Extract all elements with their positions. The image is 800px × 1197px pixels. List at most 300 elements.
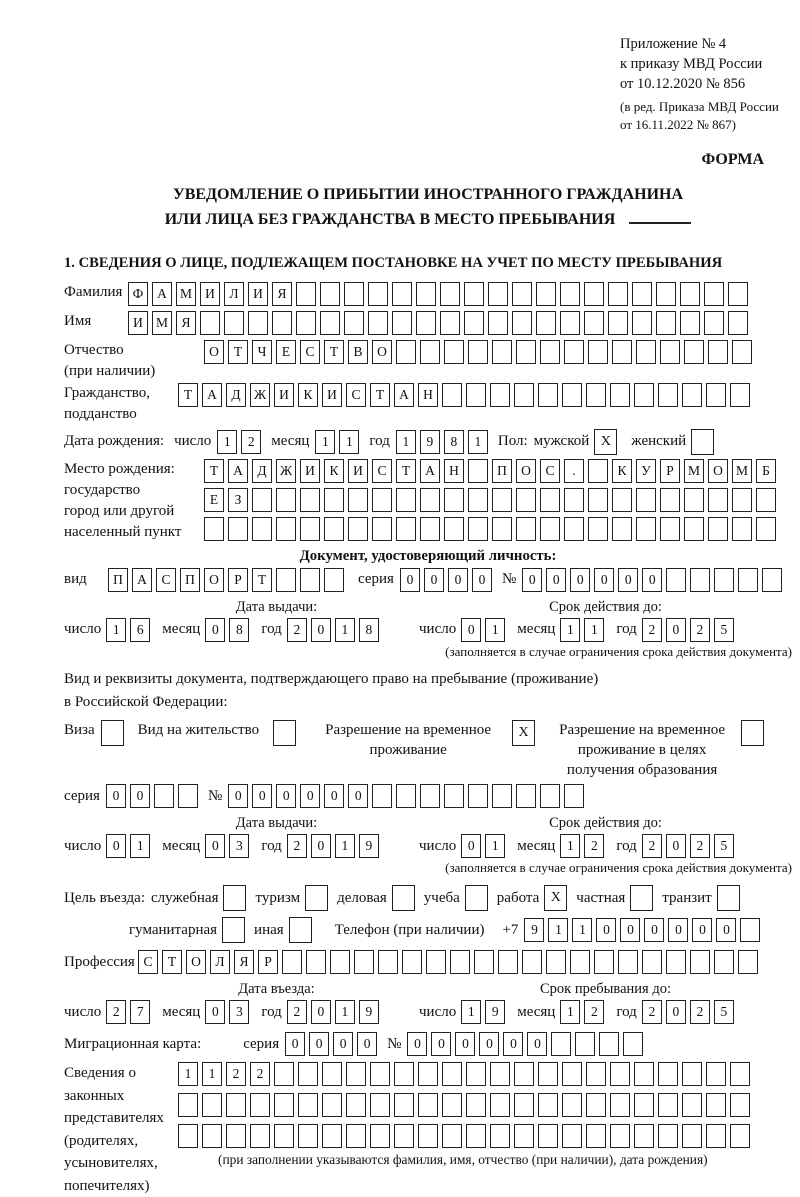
char-cell[interactable]: С [346,383,366,407]
char-cell[interactable] [372,517,392,541]
char-cell[interactable] [756,488,776,512]
char-cell[interactable] [738,568,758,592]
char-cell[interactable] [514,1062,534,1086]
char-cell[interactable]: 0 [472,568,492,592]
char-cell[interactable] [540,784,560,808]
char-cell[interactable] [588,459,608,483]
char-cell[interactable]: П [180,568,200,592]
purpose-other-checkbox[interactable] [289,917,312,943]
char-cell[interactable]: Р [228,568,248,592]
char-cell[interactable] [551,1032,571,1056]
char-cell[interactable] [330,950,350,974]
char-cell[interactable]: 3 [229,1000,249,1024]
char-cell[interactable] [704,282,724,306]
char-cell[interactable] [300,488,320,512]
char-cell[interactable] [738,950,758,974]
char-cell[interactable] [418,1124,438,1148]
char-cell[interactable] [492,488,512,512]
char-cell[interactable] [730,383,750,407]
char-cell[interactable] [666,950,686,974]
char-cell[interactable] [498,950,518,974]
char-cell[interactable] [300,517,320,541]
char-cell[interactable] [320,282,340,306]
char-cell[interactable] [418,1062,438,1086]
char-cell[interactable]: Р [660,459,680,483]
char-cell[interactable] [296,282,316,306]
char-cell[interactable]: 2 [241,430,261,454]
char-cell[interactable] [440,282,460,306]
char-cell[interactable] [204,517,224,541]
char-cell[interactable]: 1 [584,618,604,642]
char-cell[interactable] [540,488,560,512]
char-cell[interactable]: 8 [359,618,379,642]
char-cell[interactable] [444,517,464,541]
char-cell[interactable]: С [138,950,158,974]
char-cell[interactable] [178,1124,198,1148]
char-cell[interactable]: 1 [315,430,335,454]
char-cell[interactable]: 0 [431,1032,451,1056]
char-cell[interactable] [348,488,368,512]
char-cell[interactable] [394,1124,414,1148]
char-cell[interactable]: 0 [692,918,712,942]
char-cell[interactable]: Т [252,568,272,592]
char-cell[interactable]: М [684,459,704,483]
char-cell[interactable] [468,517,488,541]
char-cell[interactable]: З [228,488,248,512]
char-cell[interactable]: Д [252,459,272,483]
char-cell[interactable]: Ч [252,340,272,364]
purpose-humanitarian-checkbox[interactable] [222,917,245,943]
char-cell[interactable]: А [394,383,414,407]
char-cell[interactable] [228,517,248,541]
char-cell[interactable] [298,1124,318,1148]
char-cell[interactable] [298,1093,318,1117]
char-cell[interactable] [276,568,296,592]
char-cell[interactable] [516,784,536,808]
char-cell[interactable] [474,950,494,974]
char-cell[interactable] [248,311,268,335]
char-cell[interactable] [396,517,416,541]
char-cell[interactable]: И [200,282,220,306]
char-cell[interactable] [658,383,678,407]
char-cell[interactable]: У [636,459,656,483]
char-cell[interactable]: 0 [130,784,150,808]
char-cell[interactable]: Я [272,282,292,306]
char-cell[interactable]: 9 [359,1000,379,1024]
char-cell[interactable] [420,340,440,364]
char-cell[interactable]: С [300,340,320,364]
char-cell[interactable]: 0 [205,618,225,642]
char-cell[interactable] [594,950,614,974]
char-cell[interactable]: Ж [276,459,296,483]
char-cell[interactable] [444,340,464,364]
char-cell[interactable]: 9 [420,430,440,454]
char-cell[interactable] [370,1124,390,1148]
char-cell[interactable] [420,517,440,541]
char-cell[interactable]: 6 [130,618,150,642]
char-cell[interactable] [442,1062,462,1086]
char-cell[interactable] [468,459,488,483]
char-cell[interactable] [488,282,508,306]
char-cell[interactable] [348,517,368,541]
purpose-study-checkbox[interactable] [465,885,488,911]
char-cell[interactable]: 0 [324,784,344,808]
char-cell[interactable] [714,568,734,592]
char-cell[interactable] [538,383,558,407]
char-cell[interactable] [178,1093,198,1117]
char-cell[interactable]: 1 [335,618,355,642]
temp-residence-education-checkbox[interactable] [741,720,764,746]
char-cell[interactable]: О [204,568,224,592]
char-cell[interactable] [634,1093,654,1117]
char-cell[interactable]: 2 [287,1000,307,1024]
purpose-work-checkbox[interactable]: X [544,885,567,911]
char-cell[interactable] [226,1093,246,1117]
char-cell[interactable]: 8 [229,618,249,642]
char-cell[interactable]: С [156,568,176,592]
char-cell[interactable] [708,517,728,541]
char-cell[interactable] [394,1093,414,1117]
char-cell[interactable]: П [492,459,512,483]
char-cell[interactable] [450,950,470,974]
char-cell[interactable] [586,383,606,407]
char-cell[interactable]: 1 [560,618,580,642]
char-cell[interactable] [344,311,364,335]
char-cell[interactable]: 7 [130,1000,150,1024]
char-cell[interactable] [636,488,656,512]
char-cell[interactable] [468,784,488,808]
char-cell[interactable]: Т [396,459,416,483]
char-cell[interactable]: 0 [407,1032,427,1056]
char-cell[interactable] [575,1032,595,1056]
char-cell[interactable] [586,1093,606,1117]
char-cell[interactable] [154,784,174,808]
char-cell[interactable] [322,1124,342,1148]
char-cell[interactable] [298,1062,318,1086]
char-cell[interactable]: Е [276,340,296,364]
char-cell[interactable] [599,1032,619,1056]
char-cell[interactable]: 1 [461,1000,481,1024]
char-cell[interactable]: 1 [130,834,150,858]
char-cell[interactable]: 9 [524,918,544,942]
char-cell[interactable]: Т [370,383,390,407]
char-cell[interactable] [660,340,680,364]
char-cell[interactable] [252,488,272,512]
char-cell[interactable] [682,1124,702,1148]
char-cell[interactable] [586,1062,606,1086]
char-cell[interactable] [730,1093,750,1117]
char-cell[interactable] [202,1124,222,1148]
char-cell[interactable]: 0 [522,568,542,592]
char-cell[interactable]: К [298,383,318,407]
char-cell[interactable]: М [152,311,172,335]
char-cell[interactable]: 0 [503,1032,523,1056]
char-cell[interactable] [490,1093,510,1117]
char-cell[interactable] [562,1062,582,1086]
char-cell[interactable] [416,311,436,335]
char-cell[interactable] [418,1093,438,1117]
char-cell[interactable] [660,488,680,512]
char-cell[interactable] [516,517,536,541]
char-cell[interactable] [610,1124,630,1148]
char-cell[interactable] [514,1093,534,1117]
char-cell[interactable] [642,950,662,974]
char-cell[interactable]: Ф [128,282,148,306]
char-cell[interactable]: 0 [461,618,481,642]
char-cell[interactable] [682,1093,702,1117]
char-cell[interactable] [396,488,416,512]
char-cell[interactable]: 0 [276,784,296,808]
char-cell[interactable] [762,568,782,592]
char-cell[interactable] [656,282,676,306]
sex-female-checkbox[interactable] [691,429,714,455]
char-cell[interactable] [656,311,676,335]
char-cell[interactable] [250,1093,270,1117]
char-cell[interactable] [512,311,532,335]
char-cell[interactable] [684,517,704,541]
char-cell[interactable] [538,1124,558,1148]
char-cell[interactable] [538,1093,558,1117]
char-cell[interactable]: 2 [226,1062,246,1086]
char-cell[interactable]: А [202,383,222,407]
char-cell[interactable] [444,488,464,512]
char-cell[interactable] [706,1062,726,1086]
char-cell[interactable] [274,1093,294,1117]
char-cell[interactable]: 0 [311,1000,331,1024]
char-cell[interactable] [564,517,584,541]
char-cell[interactable] [442,383,462,407]
char-cell[interactable] [416,282,436,306]
char-cell[interactable]: Е [204,488,224,512]
char-cell[interactable] [346,1062,366,1086]
char-cell[interactable] [564,784,584,808]
char-cell[interactable]: Л [224,282,244,306]
char-cell[interactable] [490,1124,510,1148]
char-cell[interactable]: 1 [106,618,126,642]
char-cell[interactable] [490,1062,510,1086]
char-cell[interactable] [704,311,724,335]
char-cell[interactable] [514,383,534,407]
char-cell[interactable]: О [186,950,206,974]
char-cell[interactable]: 2 [287,618,307,642]
char-cell[interactable] [354,950,374,974]
char-cell[interactable] [346,1093,366,1117]
char-cell[interactable]: М [732,459,752,483]
char-cell[interactable]: О [204,340,224,364]
char-cell[interactable] [442,1124,462,1148]
char-cell[interactable]: К [612,459,632,483]
char-cell[interactable] [706,1093,726,1117]
char-cell[interactable]: 2 [690,618,710,642]
char-cell[interactable]: 1 [548,918,568,942]
char-cell[interactable]: Н [444,459,464,483]
sex-male-checkbox[interactable]: X [594,429,617,455]
char-cell[interactable]: О [372,340,392,364]
char-cell[interactable] [728,282,748,306]
char-cell[interactable]: 0 [594,568,614,592]
char-cell[interactable] [540,517,560,541]
char-cell[interactable]: Я [234,950,254,974]
char-cell[interactable] [684,340,704,364]
char-cell[interactable] [466,383,486,407]
char-cell[interactable]: Я [176,311,196,335]
char-cell[interactable] [588,517,608,541]
visa-checkbox[interactable] [101,720,124,746]
char-cell[interactable] [684,488,704,512]
char-cell[interactable]: 0 [644,918,664,942]
char-cell[interactable] [420,784,440,808]
char-cell[interactable]: И [322,383,342,407]
char-cell[interactable]: 0 [311,834,331,858]
char-cell[interactable]: О [516,459,536,483]
char-cell[interactable] [178,784,198,808]
char-cell[interactable]: 1 [572,918,592,942]
char-cell[interactable]: Т [162,950,182,974]
char-cell[interactable] [610,1093,630,1117]
char-cell[interactable] [392,282,412,306]
char-cell[interactable] [632,282,652,306]
char-cell[interactable] [274,1124,294,1148]
char-cell[interactable] [200,311,220,335]
char-cell[interactable]: О [708,459,728,483]
char-cell[interactable]: Д [226,383,246,407]
char-cell[interactable]: 2 [106,1000,126,1024]
char-cell[interactable]: В [348,340,368,364]
purpose-official-checkbox[interactable] [223,885,246,911]
char-cell[interactable]: И [348,459,368,483]
char-cell[interactable] [466,1093,486,1117]
char-cell[interactable] [370,1093,390,1117]
char-cell[interactable] [560,311,580,335]
char-cell[interactable] [396,340,416,364]
char-cell[interactable] [682,383,702,407]
char-cell[interactable]: 0 [618,568,638,592]
char-cell[interactable] [634,1062,654,1086]
char-cell[interactable]: М [176,282,196,306]
char-cell[interactable] [586,1124,606,1148]
char-cell[interactable] [426,950,446,974]
char-cell[interactable]: 5 [714,618,734,642]
char-cell[interactable]: 0 [311,618,331,642]
char-cell[interactable] [632,311,652,335]
char-cell[interactable] [680,282,700,306]
char-cell[interactable] [274,1062,294,1086]
char-cell[interactable] [324,488,344,512]
char-cell[interactable]: Т [178,383,198,407]
char-cell[interactable] [584,311,604,335]
char-cell[interactable] [276,488,296,512]
purpose-tourism-checkbox[interactable] [305,885,328,911]
purpose-transit-checkbox[interactable] [717,885,740,911]
char-cell[interactable] [224,311,244,335]
char-cell[interactable] [306,950,326,974]
char-cell[interactable]: 1 [396,430,416,454]
char-cell[interactable]: 0 [461,834,481,858]
char-cell[interactable]: 0 [400,568,420,592]
char-cell[interactable]: 0 [309,1032,329,1056]
char-cell[interactable] [490,383,510,407]
char-cell[interactable]: А [132,568,152,592]
char-cell[interactable]: 2 [690,1000,710,1024]
char-cell[interactable]: 0 [570,568,590,592]
char-cell[interactable] [392,311,412,335]
char-cell[interactable]: 0 [333,1032,353,1056]
char-cell[interactable] [714,950,734,974]
char-cell[interactable] [732,340,752,364]
char-cell[interactable] [708,488,728,512]
char-cell[interactable]: 0 [106,784,126,808]
char-cell[interactable] [252,517,272,541]
char-cell[interactable] [522,950,542,974]
char-cell[interactable]: 3 [229,834,249,858]
purpose-business-checkbox[interactable] [392,885,415,911]
char-cell[interactable] [492,340,512,364]
char-cell[interactable] [516,340,536,364]
char-cell[interactable] [536,311,556,335]
char-cell[interactable] [378,950,398,974]
char-cell[interactable] [658,1124,678,1148]
char-cell[interactable] [682,1062,702,1086]
char-cell[interactable]: Т [228,340,248,364]
char-cell[interactable]: 0 [596,918,616,942]
char-cell[interactable] [402,950,422,974]
char-cell[interactable]: 9 [359,834,379,858]
char-cell[interactable] [564,340,584,364]
char-cell[interactable]: А [420,459,440,483]
char-cell[interactable] [512,282,532,306]
char-cell[interactable] [300,568,320,592]
char-cell[interactable] [492,784,512,808]
char-cell[interactable]: 1 [560,1000,580,1024]
char-cell[interactable]: Н [418,383,438,407]
char-cell[interactable] [226,1124,246,1148]
char-cell[interactable] [564,488,584,512]
char-cell[interactable]: 5 [714,834,734,858]
char-cell[interactable] [466,1062,486,1086]
char-cell[interactable] [562,1124,582,1148]
char-cell[interactable] [466,1124,486,1148]
char-cell[interactable]: И [248,282,268,306]
char-cell[interactable] [368,282,388,306]
char-cell[interactable] [492,517,512,541]
char-cell[interactable]: 0 [668,918,688,942]
char-cell[interactable] [690,950,710,974]
char-cell[interactable] [202,1093,222,1117]
char-cell[interactable]: 1 [339,430,359,454]
purpose-private-checkbox[interactable] [630,885,653,911]
char-cell[interactable]: 0 [205,1000,225,1024]
char-cell[interactable] [296,311,316,335]
char-cell[interactable]: 0 [620,918,640,942]
char-cell[interactable] [588,340,608,364]
char-cell[interactable] [634,383,654,407]
char-cell[interactable] [538,1062,558,1086]
char-cell[interactable] [420,488,440,512]
char-cell[interactable]: 0 [300,784,320,808]
char-cell[interactable] [584,282,604,306]
char-cell[interactable] [396,784,416,808]
char-cell[interactable] [610,383,630,407]
char-cell[interactable] [560,282,580,306]
char-cell[interactable] [516,488,536,512]
char-cell[interactable]: 0 [546,568,566,592]
char-cell[interactable] [468,340,488,364]
char-cell[interactable] [570,950,590,974]
char-cell[interactable]: 9 [485,1000,505,1024]
char-cell[interactable] [608,282,628,306]
char-cell[interactable] [368,311,388,335]
char-cell[interactable] [680,311,700,335]
